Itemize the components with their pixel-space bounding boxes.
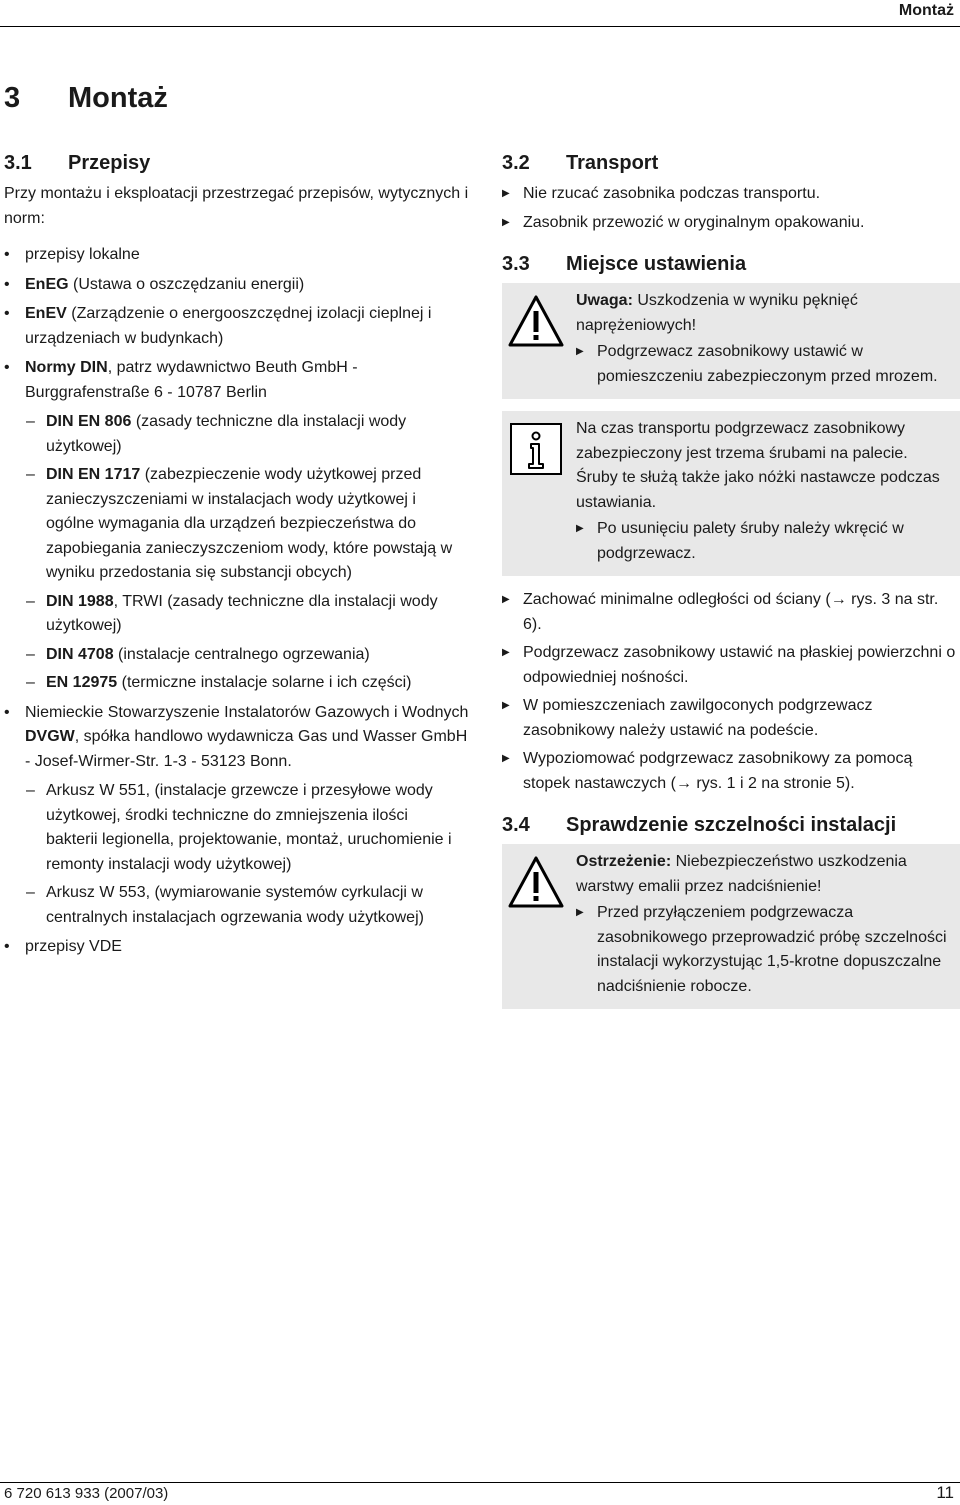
- list-item: [4, 643, 453, 668]
- step-item: ▶ W pomieszczeniach zawilgoconych podgrzewacz zasobnikowy należy ustawić na podeście.: [502, 694, 960, 743]
- dvgw-sheets-list: [25, 779, 474, 930]
- list-item-text: Niemieckie Stowarzyszenie Instalatorów Gazowych i Wodnych: [25, 703, 469, 721]
- warning-triangle-icon: [508, 293, 564, 349]
- list-item: [4, 701, 474, 931]
- list-item-term: EnEV: [25, 305, 67, 322]
- list-item: [4, 410, 453, 459]
- warning-label: Ostrzeżenie:: [576, 853, 672, 870]
- list-item: [4, 671, 453, 696]
- section-3-4: [502, 810, 960, 1009]
- chapter-title: Montaż: [68, 82, 168, 114]
- section-3-1-heading: [4, 148, 474, 178]
- section-title: Transport: [566, 152, 659, 174]
- section-number: 3.4: [502, 814, 530, 836]
- section-title: Sprawdzenie szczelności instalacji: [566, 814, 897, 836]
- list-item-text: przepisy lokalne: [25, 246, 140, 263]
- list-item: [4, 273, 474, 298]
- list-item-term: DIN EN 1717: [46, 466, 141, 483]
- list-item-text: (zabezpieczenie wody użytkowej przed zanieczyszczeniami w instalacjach wody użytkowej i ogólne wymagania dla urządzeń bezpieczeństwa do zapobiegania zanieczyszczeniom wody, które powstają w wyniku przedostania się substancji obcych): [46, 466, 453, 581]
- caution-message: [576, 289, 952, 338]
- chapter-heading: [4, 82, 168, 115]
- list-item-term: DVGW: [25, 728, 75, 745]
- list-item-term: Normy DIN: [25, 359, 108, 376]
- step-item: ▶ Podgrzewacz zasobnikowy ustawić na płaskiej powierzchni o odpowiedniej nośności.: [502, 641, 960, 690]
- list-item-term: EN 12975: [46, 674, 118, 691]
- section-title: Miejsce ustawienia: [566, 253, 747, 275]
- warning-notice: [502, 844, 960, 1009]
- list-item-text: , patrz wydawnictwo Beuth GmbH - Burggrafenstraße 6 - 10787 Berlin: [25, 359, 358, 401]
- section-number: 3.2: [502, 152, 530, 174]
- section-3-4-heading: [502, 810, 960, 840]
- warning-message: [576, 850, 952, 899]
- caution-steps: [576, 340, 952, 389]
- info-steps: [576, 517, 952, 566]
- section-number: 3.1: [4, 152, 32, 174]
- list-item-text: (zasady techniczne dla instalacji wody użytkowej): [46, 413, 407, 455]
- list-item: [4, 935, 474, 960]
- din-standards-list: [25, 410, 474, 696]
- right-column: [502, 148, 960, 1023]
- step-item: ▶ Nie rzucać zasobnika podczas transportu.: [502, 182, 960, 207]
- list-item: [4, 463, 453, 586]
- caution-label: Uwaga:: [576, 292, 633, 309]
- section-3-3: [502, 249, 960, 796]
- list-item: [4, 590, 453, 639]
- section-3-2: [502, 148, 960, 235]
- list-item-text: (termiczne instalacje solarne i ich części): [117, 674, 412, 691]
- regulations-list: [4, 243, 474, 960]
- list-item-text: (Zarządzenie o energooszczędnej izolacji cieplnej i urządzeniach w budynkach): [25, 305, 432, 347]
- warning-steps: [576, 901, 952, 999]
- step-item: ▶ Podgrzewacz zasobnikowy ustawić w pomieszczeniu zabezpieczonym przed mrozem.: [576, 340, 952, 389]
- chapter-number: 3: [4, 82, 21, 114]
- step-item: ▶ Zasobnik przewozić w oryginalnym opakowaniu.: [502, 211, 960, 236]
- warning-triangle-icon: [508, 854, 564, 910]
- section-3-3-heading: [502, 249, 960, 279]
- list-item-term: DIN EN 806: [46, 413, 132, 430]
- info-icon: [508, 421, 564, 477]
- list-item-term: EnEG: [25, 275, 69, 293]
- section-title: Przepisy: [68, 152, 151, 174]
- info-notice: [502, 411, 960, 576]
- list-item: [4, 779, 453, 877]
- list-item: [4, 302, 474, 351]
- footer-divider: [0, 1482, 960, 1483]
- list-item: [4, 881, 453, 930]
- list-item-text: Arkusz W 553, (wymiarowanie systemów cyrkulacji w centralnych instalacjach ogrzewania wody użytkowej): [46, 884, 424, 926]
- list-item-term: DIN 4708: [46, 645, 114, 663]
- transport-steps: [502, 182, 960, 235]
- list-item-text: przepisy VDE: [25, 938, 122, 955]
- list-item-text: Arkusz W 551, (instalacje grzewcze i przesyłowe wody użytkowej, środki techniczne do zmniejszenia ilości bakterii legionella, projektowanie, montaż, uruchomienie i remonty instalacji wody użytkowej): [46, 782, 452, 873]
- document-number: 6 720 613 933 (2007/03): [4, 1485, 169, 1502]
- list-item-text: , TRWI (zasady techniczne dla instalacji wody użytkowej): [46, 592, 438, 634]
- caution-text: Uszkodzenia w wyniku pęknięć naprężeniowych!: [576, 292, 858, 334]
- step-item: ▶ Zachować minimalne odległości od ściany (→ rys. 3 na str. 6).: [502, 588, 960, 637]
- list-item-term: DIN 1988: [46, 592, 114, 610]
- warning-text: Niebezpieczeństwo uszkodzenia warstwy emalii przez nadciśnienie!: [576, 853, 907, 895]
- list-item-text: , spółka handlowo wydawnicza Gas und Wasser GmbH - Josef-Wirmer-Str. 1-3 - 53123 Bonn.: [25, 728, 468, 770]
- running-header: Montaż: [898, 2, 954, 19]
- header-divider: [0, 26, 960, 27]
- section-3-2-heading: [502, 148, 960, 178]
- left-column: [4, 148, 474, 965]
- section-number: 3.3: [502, 253, 530, 275]
- page-number: 11: [936, 1483, 954, 1502]
- caution-notice: [502, 283, 960, 399]
- placement-steps: [502, 588, 960, 796]
- section-3-1-intro: Przy montażu i eksploatacji przestrzegać przepisów, wytycznych i norm:: [4, 185, 469, 227]
- step-item: ▶ Wypoziomować podgrzewacz zasobnikowy za pomocą stopek nastawczych (→ rys. 1 i 2 na stronie 5).: [502, 747, 960, 796]
- list-item: [4, 243, 474, 268]
- list-item: [4, 356, 474, 696]
- list-item-text: (Ustawa o oszczędzaniu energii): [68, 275, 305, 293]
- step-item: ▶ Przed przyłączeniem podgrzewacza zasobnikowego przeprowadzić próbę szczelności instalacji wykorzystując 1,5-krotne dopuszczalne nadciśnienie robocze.: [576, 901, 952, 999]
- step-item: ▶ Po usunięciu palety śruby należy wkręcić w podgrzewacz.: [576, 517, 952, 566]
- list-item-text: (instalacje centralnego ogrzewania): [113, 645, 370, 663]
- info-text: Na czas transportu podgrzewacz zasobnikowy zabezpieczony jest trzema śrubami na palecie. Śruby te służą także jako nóżki nastawcze podczas ustawiania.: [576, 420, 940, 511]
